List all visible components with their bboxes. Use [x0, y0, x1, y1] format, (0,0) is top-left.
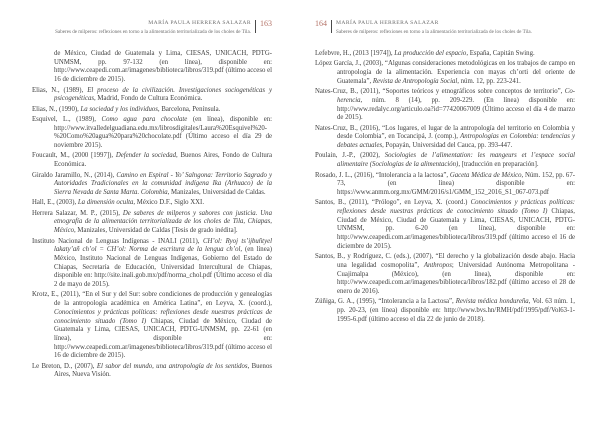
bibliography-entry: Giraldo Jaramillo, N., (2014), Camino en Espiral - Yo’ Salngona: Territorio Sagrado y Autoridades Tradicionales en la comunidad indígena Ika (Arhuaco) de la Sierra Nevada de Santa Marta. Colombia, Manizales, Universidad de Caldas.	[32, 171, 272, 196]
header-divider	[255, 20, 256, 33]
bibliography-entry: Nates-Cruz, B., (2011), “Soportes teóricos y etnográficos sobre conceptos de territorio”, Co-herencia, núm. 8 (14), pp. 209-229. (En línea) disponible en: http://www.redalyc.org/articulo.oa?id=77420067009 (Último acceso el día 4 de marzo de 2015).	[315, 88, 575, 122]
bibliography-entry: Nates-Cruz, B., (2016), “Los lugares, el lugar de la antropología del territorio en Colombia y desde Colombia”, en Tocancipá, J. (comp.), Antropologías en Colombia: tendencias y debates actuales, Popayán, Universidad del Cauca, pp. 393-447.	[315, 124, 576, 150]
bibliography-list-left	[32, 50, 272, 380]
running-title: Saberes de milperos: reflexiones en torno a la alimentación territorializada de los choles de Tila.	[336, 28, 532, 35]
author-name: MARÍA PAULA HERRERA SALAZAR	[336, 20, 439, 26]
right-page-header	[315, 20, 575, 35]
bibliography-entry: Rosado, J. L., (2016), “Intolerancia a la lactosa”, Gaceta Médica de México, Núm. 152, pp. 67-73, (en línea) disponible en: https://www.anmm.org.mx/GMM/2016/s1/GMM_152_2016_S1_067-073.pdf	[315, 171, 575, 196]
page-number: 164	[315, 19, 327, 28]
right-header-text	[336, 20, 532, 35]
bibliography-entry: Le Breton, D., (2007), El sabor del mundo, una antropología de los sentidos, Buenos Aires, Nueva Visión.	[32, 362, 272, 379]
bibliography-entry: Elias, N., (1989), El proceso de la civilización. Investigaciones sociogenéticas y psicogenéticas, Madrid, Fondo de Cultura Económica.	[32, 86, 272, 103]
bibliography-entry: Santos, B., (2011), “Prólogo”, en Leyva, X. (coord.) Conocimientos y prácticas políticas: reflexiones desde nuestras prácticas de conocimiento situado (Tomo I) Chiapas, Ciudad de México, Ciudad de Guatemala y Lima, CIESAS, UNICACH, PDTG-UNMSM, pp. 6-20 (en línea), disponible en: http://www.ceapedi.com.ar/imagenes/biblioteca/libros/319.pdf (último acceso el 16 de diciembre de 2015).	[315, 199, 576, 250]
header-divider	[331, 20, 332, 33]
running-title: Saberes de milperos: reflexiones en torno a la alimentación territorializada de los choles de Tila.	[55, 28, 251, 35]
bibliography-entry: López García, J., (2003), “Algunas consideraciones metodológicas en los trabajos de campo en antropología de la alimentación. Experiencia con mayas ch’orti del oriente de Guatemala”, Revista de Antropología Social, núm. 12, pp. 223-241.	[315, 60, 575, 85]
bibliography-entry: Foucault, M., (2000 [1997]), Defender la sociedad, Buenos Aires, Fondo de Cultura Económica.	[32, 152, 273, 169]
right-page	[315, 0, 575, 440]
page-number: 163	[260, 19, 272, 28]
bibliography-entry: Esquivel, L., (1989), Como agua para chocolate (en línea), disponible en: http://www.itvalledelguadiana.edu.mx/librosdigitales/Laura%20Esquivel%20-%20Como%20agua%20para%20chocolate.pdf (Último acceso el día 29 de noviembre 2015).	[32, 115, 272, 150]
left-page	[32, 0, 272, 440]
bibliography-entry: Hall, E., (2003), La dimensión oculta, México D.F., Siglo XXI.	[32, 199, 205, 207]
bibliography-entry: Herrera Salazar, M. P., (2015), De saberes de milperos y sabores con justicia. Una etnografía de la alimentación territorializada de los choles de Tila, Chiapas, México, Manizales, Universidad de Caldas [Tesis de grado inédita].	[32, 209, 272, 235]
bibliography-entry: Zúñiga, G. A., (1995), “Intolerancia a la Lactosa”, Revista médica hondureña, Vol. 63 núm. 1, pp. 20-23, (en línea) disponible en: http://www.bvs.hn/RMH/pdf/1995/pdf/Vol63-1-1995-6.pdf (último acceso el día 22 de junio de 2018).	[315, 298, 576, 323]
bibliography-entry: Poulain, J.-P., (2002), Sociologies de l’alimentation: les mangeurs et l’espace social alimentaire (Sociologías de la alimentación), [traducción en preparación].	[315, 152, 575, 169]
bibliography-list-right	[315, 50, 575, 325]
bibliography-entry: Instituto Nacional de Lenguas Indígenas - INALI (2011), CH’ol: Ryoj ts’ijbuñtyel lakaty’añ ch’ol = CH’ol: Norma de escritura de la lengua ch’ol, (en línea) México, Instituto Nacional de Lenguas Indígenas, Gobierno del Estado de Chiapas, Secretaría de Educación, Universidad Intercultural de Chiapas, disponible en: http://site.inali.gob.mx/pdf/norma_chol.pdf (Último acceso el día 2 de mayo de 2015).	[32, 237, 273, 289]
author-name: MARÍA PAULA HERRERA SALAZAR	[148, 20, 251, 26]
bibliography-entry: Elias, N., (1990), La sociedad y los individuos, Barcelona, Península.	[32, 105, 221, 113]
bibliography-entry: Santos, B., y Rodríguez, C. (eds.), (2007), “El derecho y la globalización desde abajo. Hacia una legalidad cosmopolita”, Anthropos; Universidad Autónoma Metropolitana - Cuajimalpa (México), (en línea), disponible en: http://www.ceapedi.com.ar/imagenes/biblioteca/libros/182.pdf (último acceso el 28 de enero de 2016).	[315, 253, 576, 296]
bibliography-entry: Krotz, E., (2011), “En el Sur y del Sur: sobre condiciones de producción y genealogías de la antropología académica en América Latina”, en Leyva, X. (coord.), Conocimientos y prácticas políticas: reflexiones desde nuestras prácticas de conocimiento situado (Tomo I) Chiapas, Ciudad de México, Ciudad de Guatemala y Lima, CIESAS, UNICACH, PDTG-UNMSM, pp. 22-61 (en línea), disponible en: http://www.ceapedi.com.ar/imagenes/biblioteca/libros/319.pdf (último acceso el 16 de diciembre de 2015).	[32, 291, 272, 360]
bibliography-entry: Lefebvre, H., (2013 [1974]), La producción del espacio, España, Capitán Swing.	[315, 50, 535, 57]
left-page-header	[32, 20, 272, 35]
left-header-text	[55, 20, 251, 35]
bibliography-entry: de México, Ciudad de Guatemala y Lima, CIESAS, UNICACH, PDTG-UNMSM, pp. 97-132 (en línea), disponible en: http://www.ceapedi.com.ar/imagenes/biblioteca/libros/319.pdf (último acceso el 16 de diciembre de 2015).	[54, 50, 272, 84]
